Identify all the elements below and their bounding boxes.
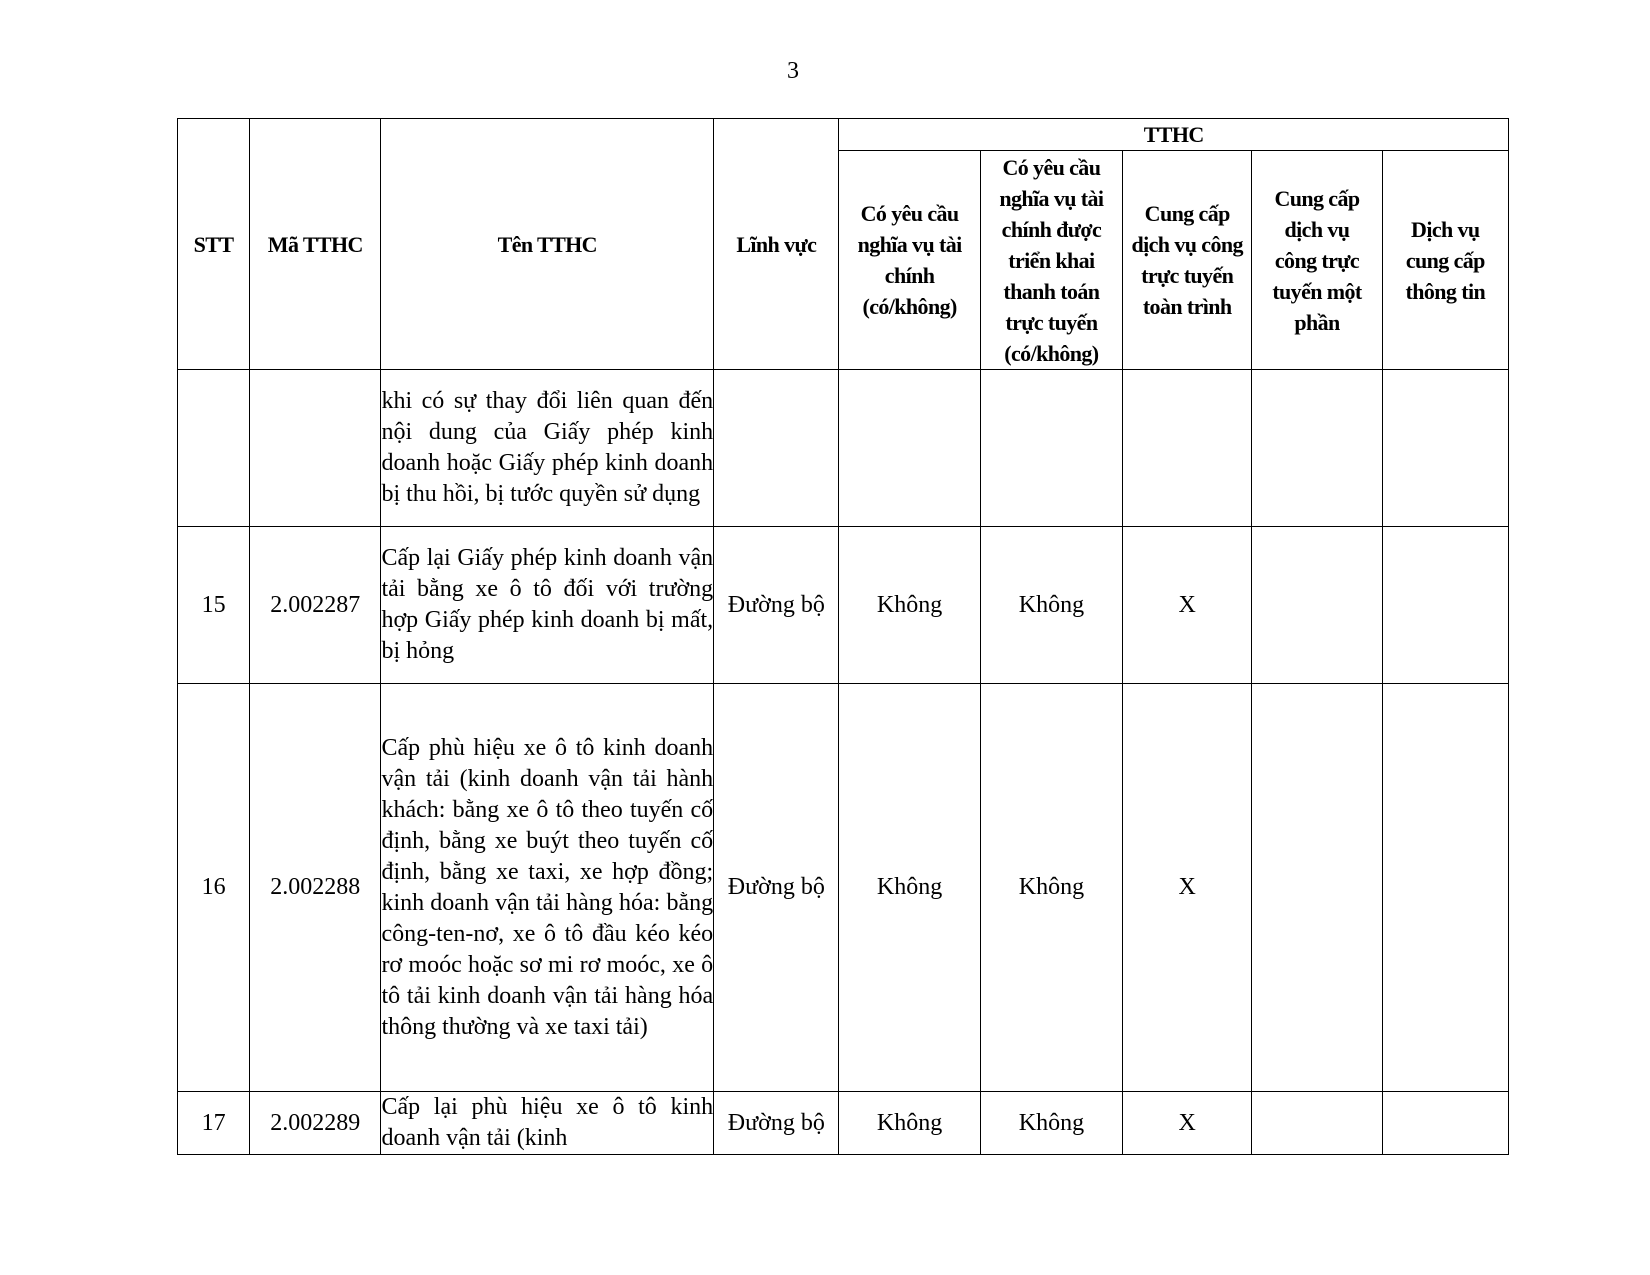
cell-ten-text: Cấp lại phù hiệu xe ô tô kinh doanh vận tải (kinh: [381, 1094, 714, 1151]
cell-linh-vuc: Đường bộ: [714, 1092, 839, 1155]
header-full-online: Cung cấp dịch vụ công trực tuyến toàn trình: [1123, 151, 1252, 370]
cell-financial: Không: [839, 527, 980, 684]
cell-full-online: X: [1123, 1092, 1252, 1155]
procedures-table: [177, 118, 1509, 1155]
cell-info-service: [1382, 527, 1508, 684]
header-stt: STT: [178, 119, 250, 370]
cell-ma: 2.002289: [250, 1092, 381, 1155]
cell-partial-online: [1252, 1092, 1382, 1155]
cell-stt: 15: [178, 527, 250, 684]
cell-online-payment: Không: [980, 1092, 1122, 1155]
cell-online-payment: Không: [980, 684, 1122, 1092]
header-ma-tthc: Mã TTHC: [250, 119, 381, 370]
cell-linh-vuc: [714, 370, 839, 527]
cell-ma: 2.002288: [250, 684, 381, 1092]
header-online-payment: Có yêu cầu nghĩa vụ tài chính được triển khai thanh toán trực tuyến (có/không): [980, 151, 1122, 370]
cell-ten: [381, 370, 714, 527]
header-financial: Có yêu cầu nghĩa vụ tài chính (có/không): [839, 151, 980, 370]
header-tthc-group: TTHC: [839, 119, 1509, 151]
page-number: 3: [787, 58, 799, 84]
cell-financial: Không: [839, 1092, 980, 1155]
cell-ten-text: Cấp phù hiệu xe ô tô kinh doanh vận tải (kinh doanh vận tải hành khách: bằng xe ô tô theo tuyến cố định, bằng xe buýt theo tuyến cố định, bằng xe taxi, xe hợp đồng; kinh doanh vận tải hàng hóa: bằng công-ten-nơ, xe ô tô đầu kéo kéo rơ moóc hoặc sơ mi rơ moóc, xe ô tô tải kinh doanh vận tải hàng hóa thông thường và xe taxi tải): [381, 734, 714, 1040]
header-partial-online: Cung cấp dịch vụ công trực tuyến một phần: [1252, 151, 1382, 370]
cell-ten-text: khi có sự thay đổi liên quan đến nội dung của Giấy phép kinh doanh hoặc Giấy phép kinh doanh bị thu hồi, bị tước quyền sử dụng: [381, 388, 714, 507]
cell-ma: 2.002287: [250, 527, 381, 684]
cell-linh-vuc: Đường bộ: [714, 527, 839, 684]
cell-financial: [839, 370, 980, 527]
cell-online-payment: Không: [980, 527, 1122, 684]
cell-ten: [381, 1092, 714, 1155]
cell-stt: 16: [178, 684, 250, 1092]
cell-stt: [178, 370, 250, 527]
table-row: [178, 527, 1509, 684]
cell-ten-text: Cấp lại Giấy phép kinh doanh vận tải bằng xe ô tô đối với trường hợp Giấy phép kinh doanh bị mất, bị hỏng: [381, 545, 714, 664]
cell-full-online: X: [1123, 527, 1252, 684]
cell-ten: [381, 527, 714, 684]
cell-info-service: [1382, 1092, 1508, 1155]
cell-linh-vuc: Đường bộ: [714, 684, 839, 1092]
cell-info-service: [1382, 684, 1508, 1092]
cell-full-online: X: [1123, 684, 1252, 1092]
cell-full-online: [1123, 370, 1252, 527]
cell-online-payment: [980, 370, 1122, 527]
header-linh-vuc: Lĩnh vực: [714, 119, 839, 370]
table-row: [178, 370, 1509, 527]
cell-partial-online: [1252, 370, 1382, 527]
cell-ma: [250, 370, 381, 527]
header-ten-tthc: Tên TTHC: [381, 119, 714, 370]
cell-info-service: [1382, 370, 1508, 527]
cell-ten: [381, 684, 714, 1092]
table-row: [178, 684, 1509, 1092]
table-row: [178, 1092, 1509, 1155]
cell-partial-online: [1252, 527, 1382, 684]
cell-stt: 17: [178, 1092, 250, 1155]
cell-financial: Không: [839, 684, 980, 1092]
header-row-1: [178, 119, 1509, 151]
header-info-service: Dịch vụ cung cấp thông tin: [1382, 151, 1508, 370]
cell-partial-online: [1252, 684, 1382, 1092]
